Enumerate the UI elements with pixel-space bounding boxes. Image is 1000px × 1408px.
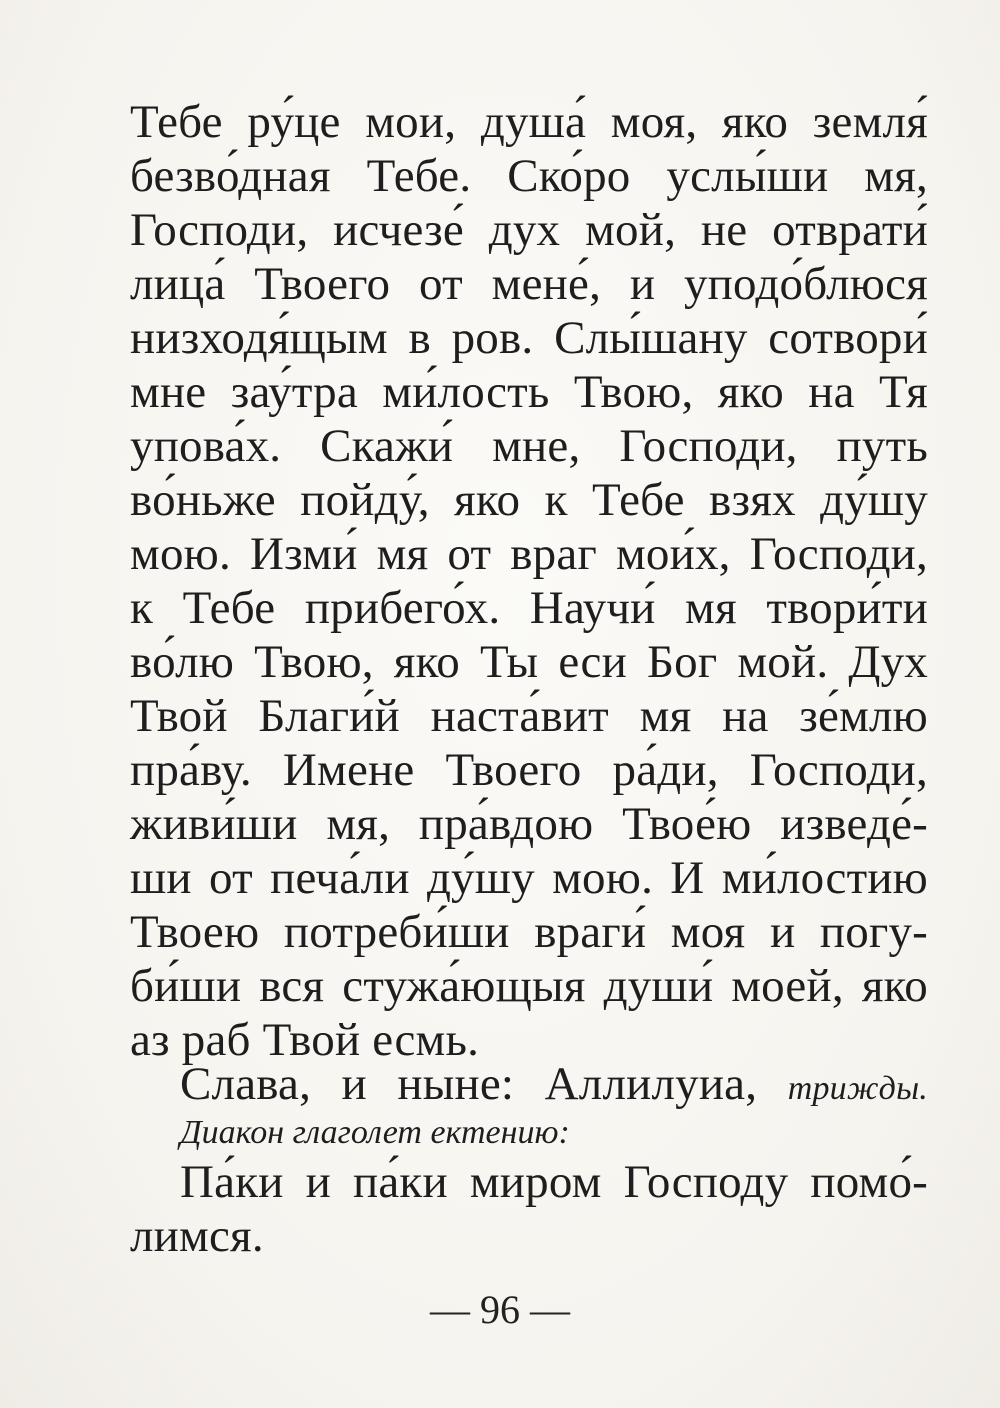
deacon-rubric: Диакон глаголет ектению: — [180, 1114, 570, 1151]
text-line: Твой Благи́й наста́вит мя на зе́млю — [130, 690, 928, 742]
page-number: — 96 — — [430, 1287, 570, 1332]
slava-rubric: трижды. — [787, 1070, 929, 1107]
text-line: мою. Изми́ мя от враг мои́х, Господи, — [130, 528, 928, 580]
text-line: аз раб Твой есмь. — [130, 1014, 480, 1066]
text-line: к Тебе прибего́х. Научи́ мя твори́ти — [130, 582, 928, 634]
text-line: Тебе ру́це мои, душа́ моя, яко земля́ — [130, 96, 928, 148]
text-line: во́ньже пойду́, яко к Тебе взях ду́шу — [130, 474, 928, 526]
text-line: живи́ши мя, пра́вдою Твое́ю изведе́- — [130, 798, 928, 850]
text-line: во́лю Твою, яко Ты еси Бог мой. Дух — [130, 636, 928, 688]
text-line: лица́ Твоего от мене́, и уподо́блюся — [130, 258, 928, 310]
text-line: низходя́щым в ров. Слы́шану сотвори́ — [130, 312, 928, 364]
litany-line: Па́ки и па́ки миром Господу помо́- — [180, 1156, 928, 1208]
text-line: би́ши вся стужа́ющыя души́ моей, яко — [130, 960, 928, 1012]
litany-line: лимся. — [130, 1210, 264, 1262]
text-line: Твоею потреби́ши враги́ моя и погу- — [130, 906, 928, 958]
text-line: ши от печа́ли ду́шу мою. И ми́лостию — [130, 852, 928, 904]
text-line: упова́х. Скажи́ мне, Господи, путь — [130, 420, 928, 472]
text-line: мне зау́тра ми́лость Твою, яко на Тя — [130, 366, 928, 418]
slava-text: Слава, и ныне: Аллилуиа, — [180, 1058, 758, 1110]
slava-line — [180, 1054, 928, 1114]
text-line: безво́дная Тебе. Ско́ро услы́ши мя, — [130, 150, 928, 202]
text-line: пра́ву. Имене Твоего ра́ди, Господи, — [130, 744, 928, 796]
text-line: Господи, исчезе́ дух мой, не отврати́ — [130, 204, 928, 256]
